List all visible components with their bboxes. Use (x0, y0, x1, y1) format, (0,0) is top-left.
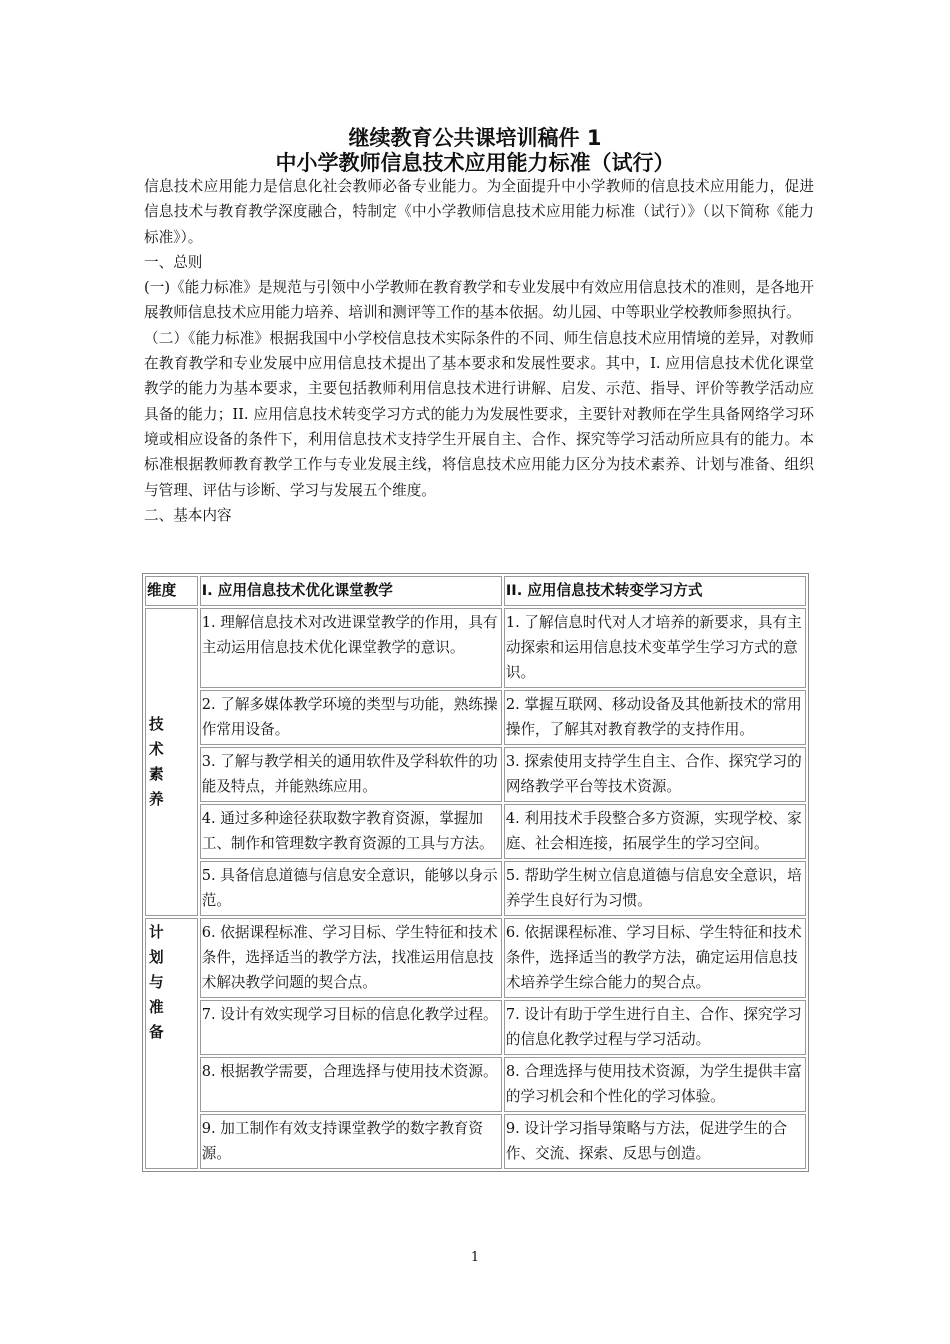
table-row (145, 918, 806, 998)
dimension-cell-tech-literacy (145, 608, 198, 916)
table-cell: 8. 合理选择与使用技术资源，为学生提供丰富的学习机会和个性化的学习体验。 (504, 1057, 806, 1112)
table-cell: 1. 了解信息时代对人才培养的新要求，具有主动探索和运用信息技术变革学生学习方式的意识。 (504, 608, 806, 688)
dimension-cell-planning (145, 918, 198, 1169)
body-text (144, 174, 814, 528)
table-row (145, 1057, 806, 1112)
table-cell: 7. 设计有助于学生进行自主、合作、探究学习的信息化教学过程与学习活动。 (504, 1000, 806, 1055)
table-cell: 7. 设计有效实现学习目标的信息化教学过程。 (200, 1000, 502, 1055)
document-subtitle: 中小学教师信息技术应用能力标准（试行） (275, 151, 675, 175)
table-cell: 9. 设计学习指导策略与方法，促进学生的合作、交流、探索、反思与创造。 (504, 1114, 806, 1169)
table-cell: 4. 利用技术手段整合多方资源，实现学校、家庭、社会相连接，拓展学生的学习空间。 (504, 804, 806, 859)
table-cell: 5. 帮助学生树立信息道德与信息安全意识，培养学生良好行为习惯。 (504, 861, 806, 916)
general-paragraph-2: （二）《能力标准》根据我国中小学校信息技术实际条件的不同、师生信息技术应用情境的差异，对教师在教育教学和专业发展中应用信息技术提出了基本要求和发展性要求。其中，I. 应用信息技术优化课堂教学的能力为基本要求，主要包括教师利用信息技术进行讲解、启发、示范、指导、评价等教学活动应具备的能力；II. 应用信息技术转变学习方式的能力为发展性要求，主要针对教师在学生具备网络学习环境或相应设备的条件下，利用信息技术支持学生开展自主、合作、探究等学习活动所应具有的能力。本标准根据教师教育教学工作与专业发展主线，将信息技术应用能力区分为技术素养、计划与准备、组织与管理、评估与诊断、学习与发展五个维度。 (144, 329, 814, 499)
header-col-2: II. 应用信息技术转变学习方式 (504, 576, 806, 606)
header-col-1: I. 应用信息技术优化课堂教学 (200, 576, 502, 606)
dimension-label: 计划与准备 (149, 924, 164, 1041)
page-number: 1 (470, 1250, 480, 1265)
table-cell: 5. 具备信息道德与信息安全意识，能够以身示范。 (200, 861, 502, 916)
section-heading-general: 一、总则 (144, 253, 203, 271)
table-row (145, 690, 806, 745)
standards-table (142, 573, 809, 1172)
dimension-label: 技术素养 (149, 715, 164, 808)
table-header-row (145, 576, 806, 606)
header-dimension: 维度 (145, 576, 198, 606)
general-paragraph-1: (一)《能力标准》是规范与引领中小学教师在教育教学和专业发展中有效应用信息技术的准则，是各地开展教师信息技术应用能力培养、培训和测评等工作的基本依据。幼儿园、中等职业学校教师参照执行。 (144, 279, 814, 322)
table-cell: 6. 依据课程标准、学习目标、学生特征和技术条件，选择适当的教学方法，确定运用信息技术培养学生综合能力的契合点。 (504, 918, 806, 998)
table-cell: 1. 理解信息技术对改进课堂教学的作用，具有主动运用信息技术优化课堂教学的意识。 (200, 608, 502, 688)
table-cell: 2. 掌握互联网、移动设备及其他新技术的常用操作，了解其对教育教学的支持作用。 (504, 690, 806, 745)
section-heading-content: 二、基本内容 (144, 506, 232, 524)
table-cell: 2. 了解多媒体教学环境的类型与功能，熟练操作常用设备。 (200, 690, 502, 745)
table-cell: 6. 依据课程标准、学习目标、学生特征和技术条件，选择适当的教学方法，找准运用信息技术解决教学问题的契合点。 (200, 918, 502, 998)
table-row (145, 747, 806, 802)
table-row (145, 608, 806, 688)
table-cell: 9. 加工制作有效支持课堂教学的数字教育资源。 (200, 1114, 502, 1169)
standards-table-wrapper (142, 573, 809, 1172)
document-title: 继续教育公共课培训稿件 1 (348, 126, 602, 150)
table-row (145, 861, 806, 916)
table-row (145, 1000, 806, 1055)
table-row (145, 804, 806, 859)
table-cell: 4. 通过多种途径获取数字教育资源，掌握加工、制作和管理数字教育资源的工具与方法。 (200, 804, 502, 859)
table-row (145, 1114, 806, 1169)
table-cell: 3. 了解与教学相关的通用软件及学科软件的功能及特点，并能熟练应用。 (200, 747, 502, 802)
table-cell: 3. 探索使用支持学生自主、合作、探究学习的网络教学平台等技术资源。 (504, 747, 806, 802)
intro-paragraph: 信息技术应用能力是信息化社会教师必备专业能力。为全面提升中小学教师的信息技术应用能力，促进信息技术与教育教学深度融合，特制定《中小学教师信息技术应用能力标准（试行）》（以下简称《能力标准》）。 (144, 178, 814, 246)
table-cell: 8. 根据教学需要，合理选择与使用技术资源。 (200, 1057, 502, 1112)
